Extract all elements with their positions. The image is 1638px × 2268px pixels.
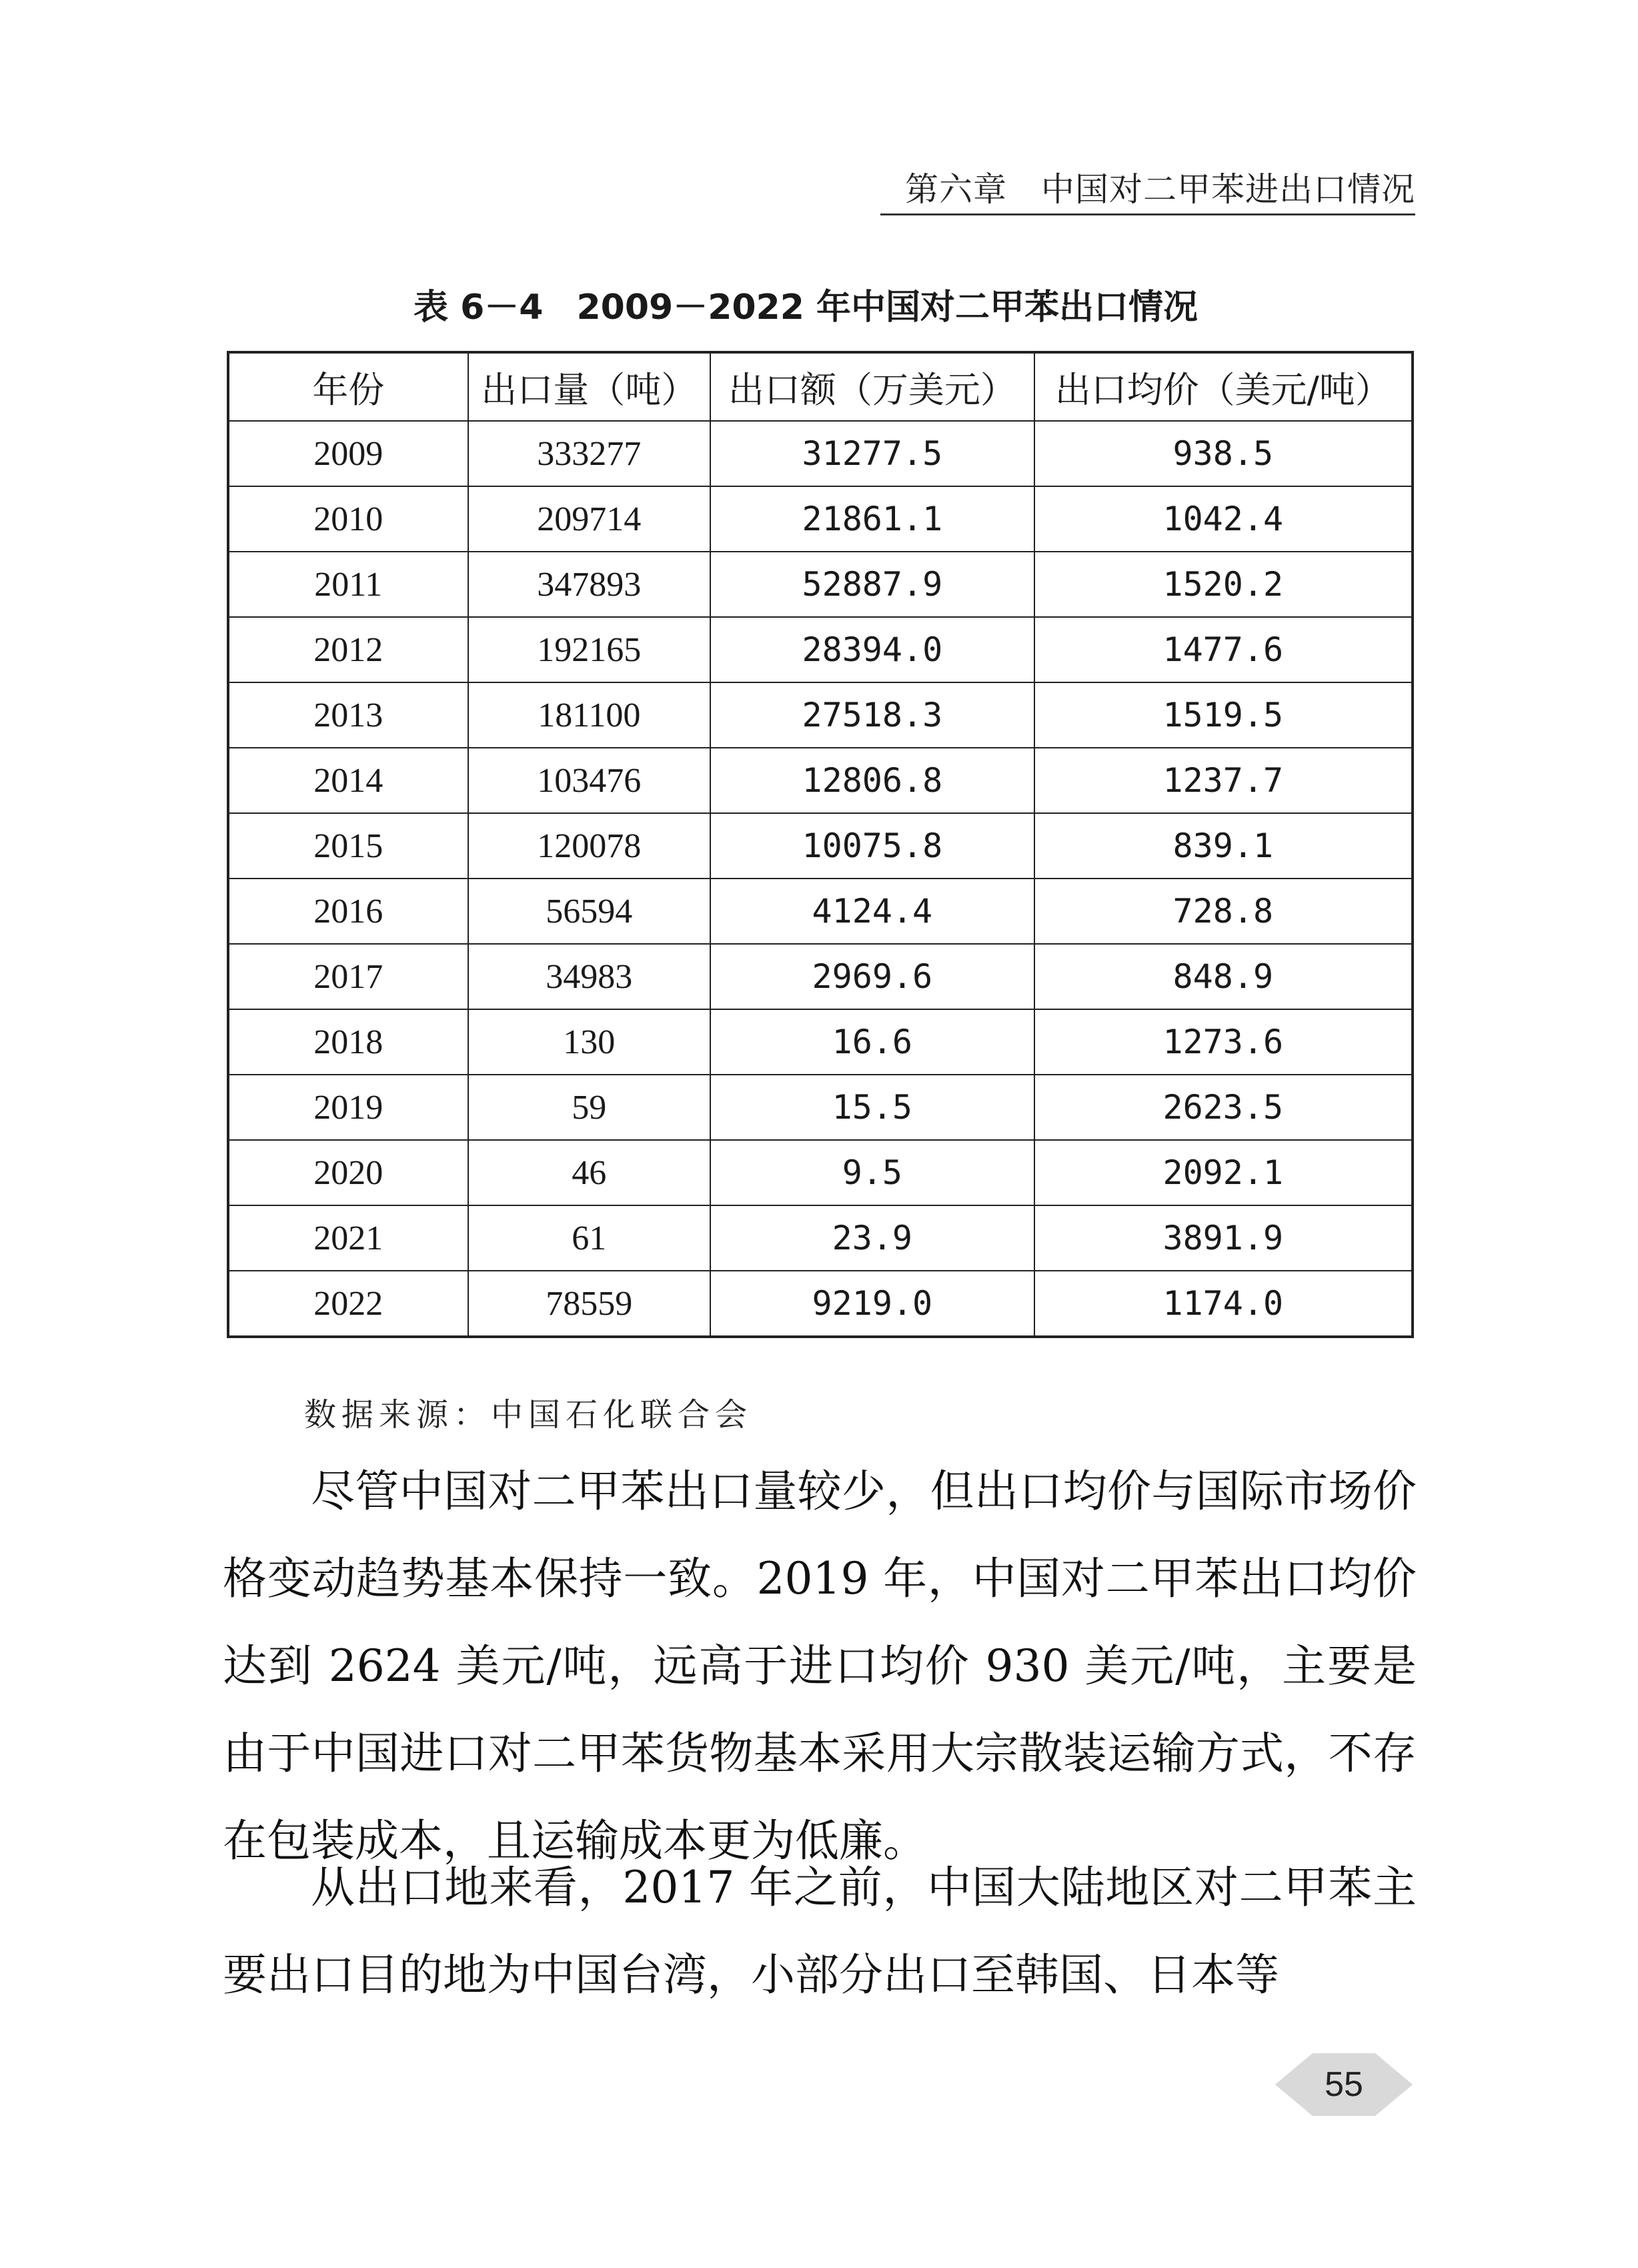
page-number: 55 <box>1325 2065 1363 2104</box>
cell-volume: 192165 <box>468 617 711 682</box>
table-caption-label: 表 6－4 <box>414 288 544 328</box>
table-row <box>228 617 1413 682</box>
cell-value: 52887.9 <box>710 552 1034 617</box>
table-row <box>228 421 1413 486</box>
table-row <box>228 944 1413 1009</box>
cell-volume: 181100 <box>468 682 711 748</box>
cell-avg-price: 1042.4 <box>1034 486 1413 552</box>
cell-volume: 103476 <box>468 748 711 813</box>
cell-value: 27518.3 <box>710 682 1034 748</box>
cell-avg-price: 848.9 <box>1034 944 1413 1009</box>
cell-volume: 130 <box>468 1009 711 1075</box>
paragraph-text: 尽管中国对二甲苯出口量较少，但出口均价与国际市场价格变动趋势基本保持一致。2019 年，中国对二甲苯出口均价达到 2624 美元/吨，远高于进口均价 930 美元/吨，主要是由于中国进口对二甲苯货物基本采用大宗散装运输方式，不存在包装成本，且运输成本更为低廉。 <box>223 1466 1417 1866</box>
cell-value: 23.9 <box>710 1205 1034 1271</box>
cell-avg-price: 2623.5 <box>1034 1075 1413 1140</box>
cell-avg-price: 1477.6 <box>1034 617 1413 682</box>
column-header-volume: 出口量（吨） <box>468 352 711 421</box>
cell-year: 2021 <box>228 1205 468 1271</box>
column-header-value: 出口额（万美元） <box>710 352 1034 421</box>
cell-year: 2016 <box>228 879 468 944</box>
body-paragraph-2 <box>223 1844 1417 2019</box>
cell-value: 16.6 <box>710 1009 1034 1075</box>
cell-avg-price: 1237.7 <box>1034 748 1413 813</box>
table-row <box>228 486 1413 552</box>
export-table <box>227 351 1414 1338</box>
table-row <box>228 879 1413 944</box>
cell-volume: 46 <box>468 1140 711 1205</box>
cell-volume: 61 <box>468 1205 711 1271</box>
cell-volume: 333277 <box>468 421 711 486</box>
cell-year: 2015 <box>228 813 468 879</box>
cell-value: 4124.4 <box>710 879 1034 944</box>
cell-value: 9.5 <box>710 1140 1034 1205</box>
table-header-row <box>228 352 1413 421</box>
cell-value: 12806.8 <box>710 748 1034 813</box>
cell-value: 10075.8 <box>710 813 1034 879</box>
column-header-avg-price: 出口均价（美元/吨） <box>1034 352 1413 421</box>
cell-volume: 78559 <box>468 1271 711 1337</box>
cell-volume: 56594 <box>468 879 711 944</box>
body-paragraph-1 <box>223 1448 1417 1884</box>
cell-avg-price: 1273.6 <box>1034 1009 1413 1075</box>
running-head: 第六章 中国对二甲苯进出口情况 <box>880 165 1415 215</box>
cell-year: 2019 <box>228 1075 468 1140</box>
table-row <box>228 1009 1413 1075</box>
table-row <box>228 682 1413 748</box>
cell-year: 2020 <box>228 1140 468 1205</box>
cell-year: 2012 <box>228 617 468 682</box>
table-row <box>228 1205 1413 1271</box>
cell-value: 21861.1 <box>710 486 1034 552</box>
cell-value: 31277.5 <box>710 421 1034 486</box>
cell-avg-price: 728.8 <box>1034 879 1413 944</box>
cell-avg-price: 2092.1 <box>1034 1140 1413 1205</box>
cell-avg-price: 1520.2 <box>1034 552 1413 617</box>
cell-avg-price: 839.1 <box>1034 813 1413 879</box>
column-header-year: 年份 <box>228 352 468 421</box>
cell-volume: 59 <box>468 1075 711 1140</box>
cell-year: 2010 <box>228 486 468 552</box>
cell-avg-price: 1519.5 <box>1034 682 1413 748</box>
cell-year: 2009 <box>228 421 468 486</box>
table-row <box>228 1075 1413 1140</box>
cell-value: 28394.0 <box>710 617 1034 682</box>
paragraph-text: 从出口地来看，2017 年之前，中国大陆地区对二甲苯主要出口目的地为中国台湾，小部分出口至韩国、日本等 <box>223 1862 1417 2001</box>
table-caption-title: 2009－2022 年中国对二甲苯出口情况 <box>576 288 1198 328</box>
cell-year: 2017 <box>228 944 468 1009</box>
table-row <box>228 1140 1413 1205</box>
table-row <box>228 813 1413 879</box>
cell-volume: 120078 <box>468 813 711 879</box>
cell-value: 2969.6 <box>710 944 1034 1009</box>
cell-year: 2014 <box>228 748 468 813</box>
cell-year: 2013 <box>228 682 468 748</box>
cell-volume: 34983 <box>468 944 711 1009</box>
cell-volume: 209714 <box>468 486 711 552</box>
table-caption <box>227 279 1414 329</box>
cell-avg-price: 1174.0 <box>1034 1271 1413 1337</box>
cell-value: 15.5 <box>710 1075 1034 1140</box>
data-source-note: 数据来源：中国石化联合会 <box>304 1396 753 1434</box>
page-number-badge <box>1273 2049 1415 2120</box>
cell-year: 2022 <box>228 1271 468 1337</box>
cell-avg-price: 3891.9 <box>1034 1205 1413 1271</box>
cell-year: 2011 <box>228 552 468 617</box>
cell-avg-price: 938.5 <box>1034 421 1413 486</box>
cell-volume: 347893 <box>468 552 711 617</box>
table-row <box>228 1271 1413 1337</box>
table-row <box>228 748 1413 813</box>
cell-value: 9219.0 <box>710 1271 1034 1337</box>
cell-year: 2018 <box>228 1009 468 1075</box>
table-row <box>228 552 1413 617</box>
